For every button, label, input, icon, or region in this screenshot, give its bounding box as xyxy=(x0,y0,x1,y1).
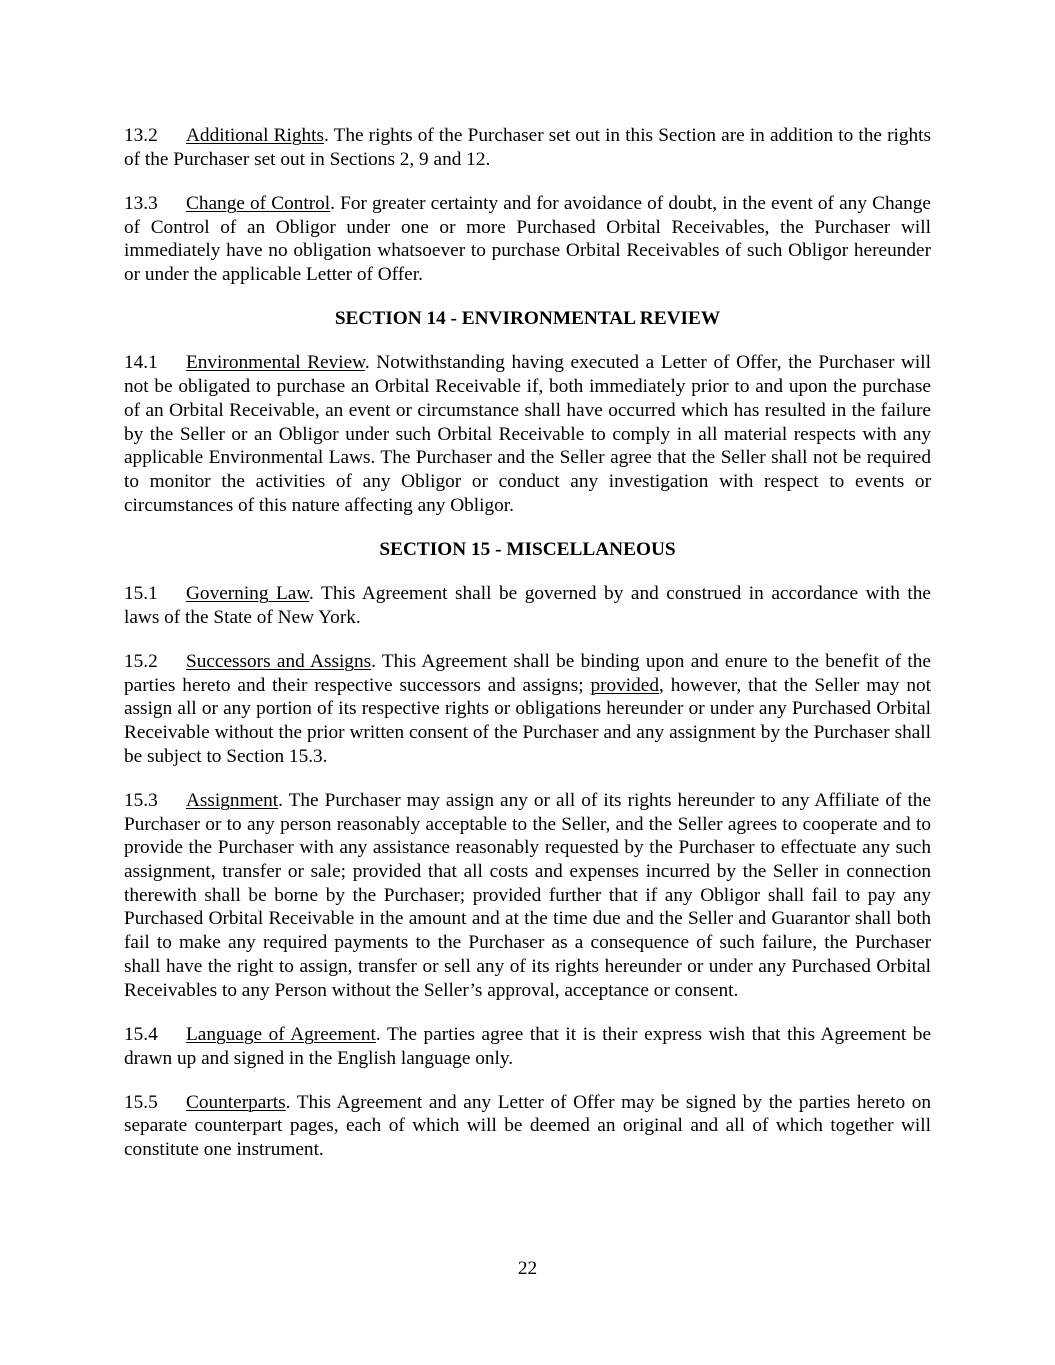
clause-15-3 xyxy=(124,789,931,1002)
clause-15-4 xyxy=(124,1023,931,1070)
clause-title: Assignment xyxy=(186,789,279,811)
clause-text: . This Agreement and any Letter of Offer may be signed by the parties hereto on separate counterpart pages, each of which will be deemed an original and all of which together will constitute one instrument. xyxy=(124,1091,931,1161)
clause-15-2 xyxy=(124,650,931,769)
clause-text: . The parties agree that it is their express wish that this Agreement be drawn up and signed in the English language only. xyxy=(124,1023,931,1069)
clause-14-1 xyxy=(124,351,931,517)
clause-15-1 xyxy=(124,582,931,629)
clause-text: . This Agreement shall be governed by and construed in accordance with the laws of the State of New York. xyxy=(124,583,931,628)
clause-13-3 xyxy=(124,192,931,287)
clause-title: Successors and Assigns xyxy=(186,650,372,672)
clause-number: 13.2 xyxy=(124,125,158,146)
provided-term: provided xyxy=(590,674,660,696)
clause-title: Counterparts xyxy=(186,1091,286,1113)
clause-number: 15.5 xyxy=(124,1091,158,1113)
clause-text-continued: , however, that the Seller may not assign all or any portion of its respective rights or obligations hereunder or under any Purchased Orbital Receivable without the prior written consent of the Purchaser and any assignment by the Purchaser shall be subject to Section 15.3. xyxy=(124,674,932,767)
clause-number: 15.1 xyxy=(124,583,158,605)
clause-title: Environmental Review xyxy=(186,352,365,374)
clause-15-5 xyxy=(124,1091,931,1162)
section-15-heading: SECTION 15 - MISCELLANEOUS xyxy=(379,538,676,560)
clause-title: Language of Agreement xyxy=(186,1023,376,1045)
clause-text: . The Purchaser may assign any or all of its rights hereunder to any Affiliate of the Purchaser or to any person reasonably acceptable to the Seller, and the Seller agrees to cooperate and to provide the Purchaser with any assistance reasonably requested by the Purchaser to effectuate any such assignment, transfer or sale; provided that all costs and expenses incurred by the Seller in connection therewith shall be borne by the Purchaser; provided further that if any Obligor shall fail to pay any Purchased Orbital Receivable in the amount and at the time due and the Seller and Guarantor shall both fail to make any required payments to the Purchaser as a consequence of such failure, the Purchaser shall have the right to assign, transfer or sell any of its rights hereunder or under any Purchased Orbital Receivables to any Person without the Seller’s approval, acceptance or consent. xyxy=(124,789,931,1001)
clause-number: 15.4 xyxy=(124,1023,158,1045)
clause-title: Additional Rights xyxy=(186,125,324,146)
clause-text: . The rights of the Purchaser set out in this Section are in addition to the rights of the Purchaser set out in Sections 2, 9 and 12. xyxy=(124,125,932,170)
clause-text: . Notwithstanding having executed a Letter of Offer, the Purchaser will not be obligated to purchase an Orbital Receivable if, both immediately prior to and upon the purchase of an Orbital Receivable, an event or circumstance shall have occurred which has resulted in the failure by the Seller or an Obligor under such Orbital Receivable to comply in all material respects with any applicable Environmental Laws. The Purchaser and the Seller agree that the Seller shall not be required to monitor the activities of any Obligor or conduct any investigation with respect to events or circumstances of this nature affecting any Obligor. xyxy=(124,352,932,516)
page-number: 22 xyxy=(517,1258,538,1279)
clause-number: 13.3 xyxy=(124,192,158,214)
document-page xyxy=(124,124,931,1162)
section-14-heading: SECTION 14 - ENVIRONMENTAL REVIEW xyxy=(334,308,721,330)
clause-13-2 xyxy=(124,124,931,171)
clause-text: . This Agreement shall be binding upon and enure to the benefit of the parties hereto and their respective successors and assigns; xyxy=(124,650,931,696)
clause-number: 15.3 xyxy=(124,789,158,811)
clause-title: Change of Control xyxy=(186,192,331,214)
clause-number: 15.2 xyxy=(124,650,158,672)
clause-text: . For greater certainty and for avoidance of doubt, in the event of any Change of Control of an Obligor under one or more Purchased Orbital Receivables, the Purchaser will immediately have no obligation whatsoever to purchase Orbital Receivables of such Obligor hereunder or under the applicable Letter of Offer. xyxy=(124,192,931,286)
clause-title: Governing Law xyxy=(186,583,310,605)
clause-number: 14.1 xyxy=(124,352,158,374)
